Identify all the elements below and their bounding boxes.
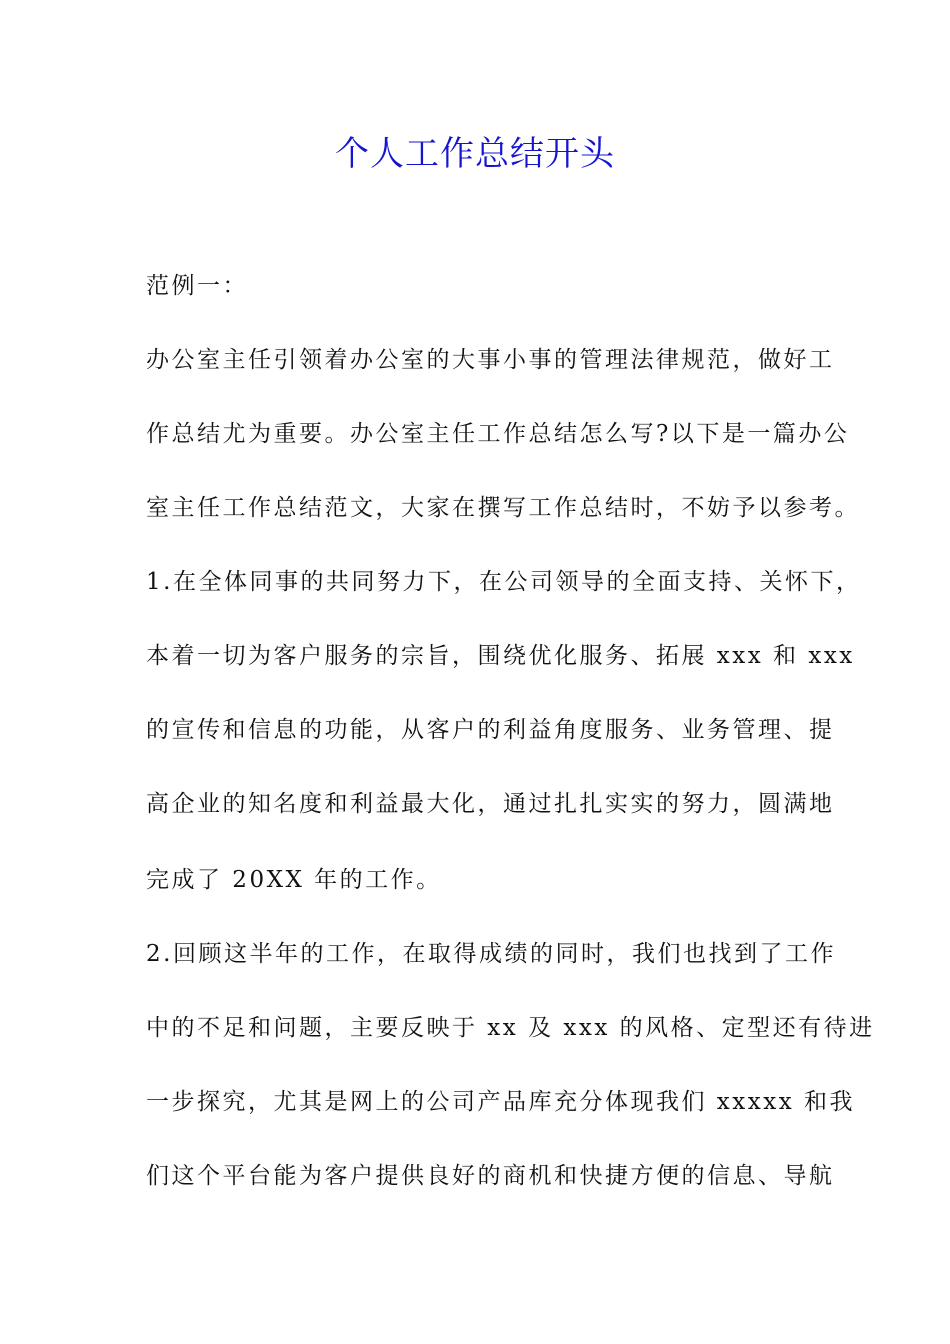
text-line: 高企业的知名度和利益最大化，通过扎扎实实的努力，圆满地 [146, 791, 835, 817]
text-line: 们这个平台能为客户提供良好的商机和快捷方便的信息、导航 [146, 1163, 835, 1189]
text-line: 作总结尤为重要。办公室主任工作总结怎么写?以下是一篇办公 [146, 421, 850, 447]
text-line: 1.在全体同事的共同努力下，在公司领导的全面支持、关怀下， [146, 569, 862, 595]
text-line: 完成了 20XX 年的工作。 [146, 867, 442, 893]
text-line: 的宣传和信息的功能，从客户的利益角度服务、业务管理、提 [146, 717, 835, 743]
text-line: 本着一切为客户服务的宗旨，围绕优化服务、拓展 xxx 和 xxx [146, 643, 855, 669]
text-line: 室主任工作总结范文，大家在撰写工作总结时，不妨予以参考。 [146, 495, 860, 521]
text-line: 范例一： [146, 273, 248, 299]
text-line: 办公室主任引领着办公室的大事小事的管理法律规范，做好工 [146, 347, 835, 373]
text-line: 一步探究，尤其是网上的公司产品库充分体现我们 xxxxx 和我 [146, 1089, 855, 1115]
document-title: 个人工作总结开头 [335, 134, 615, 174]
text-line: 中的不足和问题，主要反映于 xx 及 xxx 的风格、定型还有待进 [146, 1015, 875, 1041]
text-line: 2.回顾这半年的工作，在取得成绩的同时，我们也找到了工作 [146, 941, 836, 967]
